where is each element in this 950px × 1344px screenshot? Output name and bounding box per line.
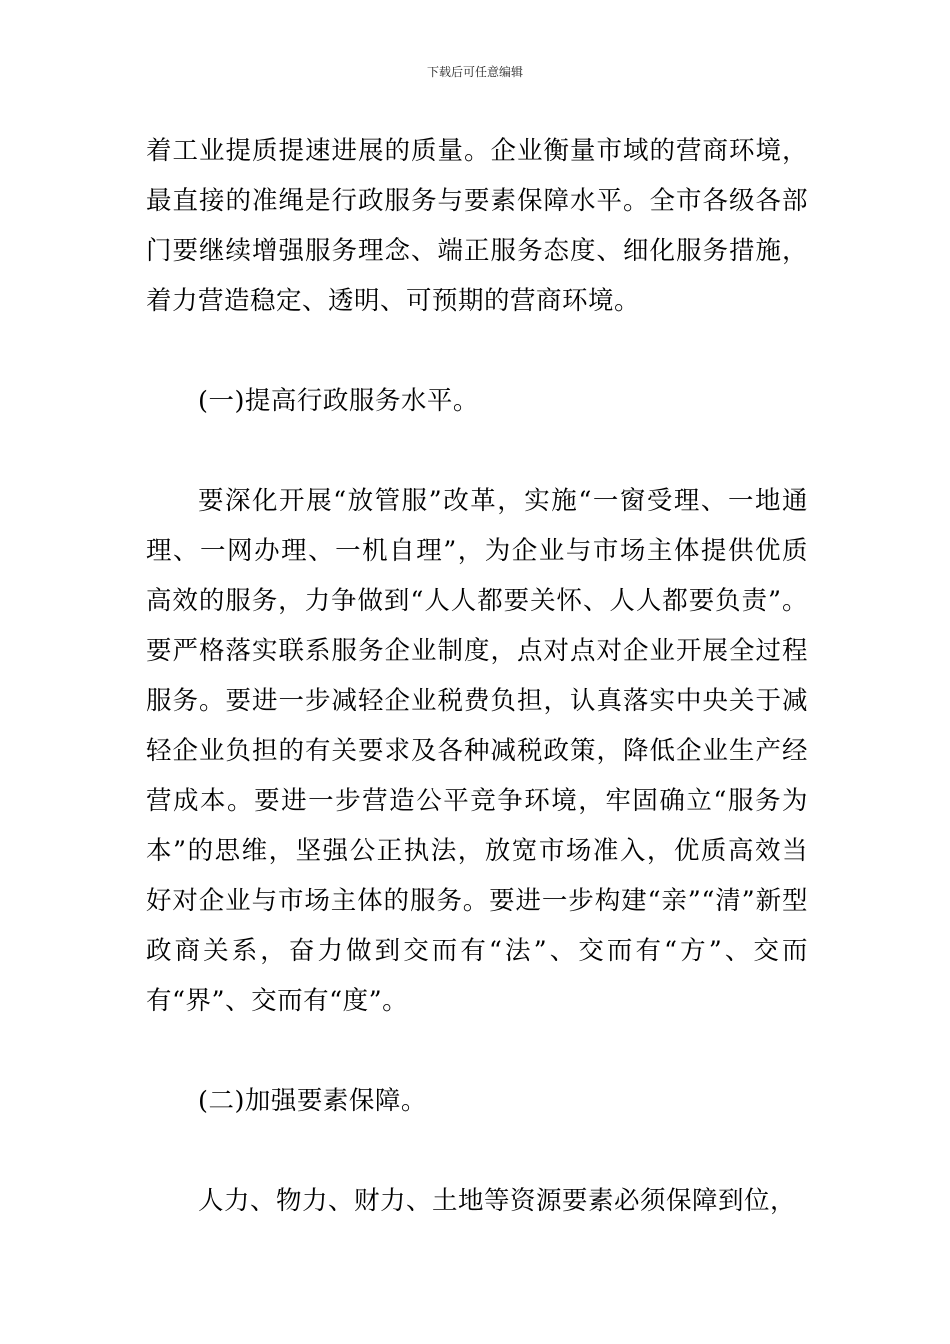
paragraph-administrative-service: 要深化开展“放管服”改革，实施“一窗受理、一地通理、一网办理、一机自理”，为企业与市场主体提供优质高效的服务，力争做到“人人都要关怀、人人都要负责”。要严格落实联系服务企业制度，点对点对企业开展全过程服务。要进一步减轻企业税费负担，认真落实中央关于减轻企业负担的有关要求及各种减税政策，降低企业生产经营成本。要进一步营造公平竞争环境，牢固确立“服务为本”的思维，坚强公正执法，放宽市场准入，优质高效当好对企业与市场主体的服务。要进一步构建“亲”“清”新型政商关系，奋力做到交而有“法”、交而有“方”、交而有“界”、交而有“度”。 (146, 486, 808, 1016)
paragraph-resource-guarantee: 人力、物力、财力、土地等资源要素必须保障到位， (198, 1186, 797, 1216)
paragraph-continuation: 着工业提质提速进展的质量。企业衡量市域的营商环境，最直接的准绳是行政服务与要素保障水平。全市各级各部门要继续增强服务理念、端正服务态度、细化服务措施，着力营造稳定、透明、可预期的营商环境。 (146, 136, 808, 316)
document-body (146, 126, 808, 1226)
page-header: 下载后可任意编辑 (426, 65, 523, 79)
section-heading-1: (一)提高行政服务水平。 (198, 386, 479, 416)
section-heading-2: (二)加强要素保障。 (198, 1086, 427, 1116)
